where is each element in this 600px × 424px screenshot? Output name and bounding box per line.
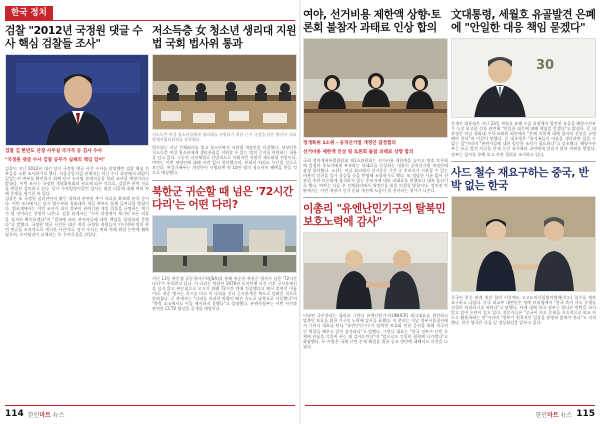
page-number-right: 115 [576, 409, 595, 419]
photo-pm-meeting [303, 232, 448, 310]
footer-rule-left [5, 405, 295, 406]
photo-committee-meeting [152, 54, 297, 130]
photo-election-committee [303, 38, 448, 138]
committee-meeting-illustration [153, 55, 297, 130]
footer-left [5, 408, 65, 420]
magazine-name-right: 한인마트 뉴스 [535, 411, 573, 419]
section-tag: 한국 정치 [5, 6, 53, 20]
headline-sanitary-bill: 저소득층 女 청소년 생리대 지원 법 국회 법사위 통과 [152, 24, 297, 50]
headline-72hour-bridge: 북한군 귀순할 때 넘은 '72시간 다리'는 어떤 다리? [152, 184, 293, 211]
prosecutor-portrait-illustration [6, 55, 149, 146]
president-illustration [452, 39, 596, 118]
subheading-election-law-2: 선거비용 제한액 인상 및 토론회 불참 과태료 상향 합의 [303, 149, 414, 155]
article-divider [303, 197, 448, 198]
body-prosecution-2: 검찰은 또 국정원 심리전단의 활동 내역과 관련된 추가 자료를 확보해 분석 중이다. 이번 조사에서는 당시 법무부와 청와대의 개입 여부도 함께 들여다볼 방침이다. 법조계에서는 이번 조사가 과거 정부의 권력기관 개입 의혹을 규명하는 계기가 될 것이라는 전망이 나온다. 검찰 관계자는 "수사 과정에서 제기된 모든 의혹을 철저히 확인하겠다"며 "결과에 따라 관련자들에 대한 책임을 엄정하게 묻겠다"고 말했다. 국정원 댓글 사건은 대선 직전 국정원 직원들이 인터넷에 정치 관련 댓글을 조직적으로 게시한 사건이다. 당시 수사는 여러 차례 외압 논란에 휩싸였으며, 수사팀장이 교체되는 등 우여곡절을 겪었다. [5, 196, 149, 237]
subheading-prosecution-2: "국정원 댓글 수사 검찰 공무가 실패의 책임 있어" [5, 157, 106, 163]
body-pm-unhcr: 이낙연 국무총리는 필리포 그란디 유엔난민기구(UNHCR) 최고대표를 접견하고 탈북민 보호를 위한 기구의 노력에 감사를 표했다. 이 총리는 이날 정부서울청사에서 그란디 대표를 만나 "유엔난민기구가 탈북민 보호와 인권 증진을 위해 적극적인 역할을 해주고 있어 감사하다"고 말했다. 그란디 대표는 "한국 정부가 난민 문제에 관심을 기울여 주는 데 감사드린다"며 "앞으로도 긴밀히 협력해 나가겠다"고 화답했다. 두 사람은 국제 난민 문제 해결을 위한 공조 방안에 대해서도 의견을 나눴다. [303, 313, 448, 349]
subheading-election-law: 정개특위 1소위 - 공직선거법 개정안 잠정합의 [303, 141, 396, 146]
photo-foreign-ministers [451, 196, 596, 292]
body-72hour-bridge: 지난 13일 판문점 공동경비구역(JSA)을 통해 귀순한 북한군 병사가 넘은 '72시간 다리'가 주목받고 있다. 이 다리는 북한이 1976년 도끼만행 사건 이후 군사분계선을 넘지 않고 판문점으로 오가기 위해 72시간 만에 건설했다고 해서 붙여진 이름이다. 귀순 병사는 지프를 타고 이 다리를 건너 군사분계선 쪽으로 달려온 것으로 알려졌다. 군 관계자는 "다리를 통과한 차량이 빠른 속도로 남쪽으로 이동했다"며 "북측 초소에서도 이를 제지하지 못했다"고 설명했다. 유엔사령부는 이번 사건과 관련한 CCTV 영상을 공개할 예정이다. [152, 275, 297, 312]
panmunjom-illustration [153, 216, 297, 273]
caption-sanitary-bill: 저소득층 여성 청소년들에게 생리대를 지원하기 위한 근거 규정을 담은 법안이 국회 법제사법위원회를 통과했다. [152, 132, 297, 142]
article-election-law [303, 8, 448, 404]
subheading-prosecution: 검찰 김 한반도 산장 사무실 국가직 등 검사 수사 [5, 149, 103, 154]
body-election-law: 국회 정치개혁특별위원회 제1소위원회는 선거비용 제한액을 높이고 방송 토론회에 불참한 후보자에게 부과하는 과태료를 인상하는 내용의 공직선거법 개정안에 잠정 합의했다. 소위는 이날 회의에서 선거운동 기간 중 후보자가 사용할 수 있는 비용의 상한을 물가 상승률 등을 반영해 조정하기로 했다. 또 정당한 사유 없이 선관위 주관 토론회에 참석하지 않는 후보자에 대한 과태료를 현행보다 대폭 올리기로 했다. 여야는 다음 주 전체회의에서 개정안을 최종 의결할 방침이다. 정치권 안팎에서는 이번 개정이 선거 문화 개선에 도움이 될 것이라는 평가가 나온다. [303, 157, 448, 194]
body-sewol: 문재인 대통령은 지난 23일 세월호 유해 수습 과정에서 발견된 유골을 해양수산부가 늑장 보고한 것과 관련해 "안일한 대응에 대해 책임을 묻겠다"고 밝혔다. 문 대통령은 이날 청와대 수석·보좌관 회의에서 "은폐 의혹에 대해 철저히 진상을 규명해야 한다"며 이같이 말했다. 문 대통령은 "유가족들의 아픔을 생각하면 있을 수 없는 일"이라며 "관련자들에 대한 엄중한 조치가 필요하다"고 강조했다. 해양수산부는 유골 발견 사실을 닷새 동안 유가족과 국민에게 알리지 않아 비판을 받았다. 정부는 감사를 통해 보고 지연 경위를 조사하고 있다. [451, 121, 596, 157]
headline-pm-unhcr: 이총리 "유엔난민기구의 탈북민 보호노력에 감사" [303, 202, 446, 229]
headline-election-law: 여야, 선거비용 제한액 상향·토론회 불참자 과태료 인상 합의 [303, 8, 441, 34]
article-divider [451, 161, 596, 162]
photo-panmunjom [152, 215, 297, 273]
foreign-ministers-illustration [452, 197, 596, 292]
footer-rule-right [305, 405, 595, 406]
photo-president [451, 38, 596, 118]
article-prosecution [5, 24, 149, 404]
article-divider [152, 180, 297, 181]
election-committee-illustration [304, 39, 448, 138]
page-gutter [299, 0, 301, 424]
photo-prosecutor-portrait [5, 54, 149, 146]
body-thaad: 중국이 한중 관계 개선 합의 이후에도 고고도미사일방어체계(사드) 철수를 재차 요구하고 나섰다. 중국 외교부 대변인은 정례 브리핑에서 "한국 측이 사드 문제를 적절히 처리하기를 바란다"고 말했다. 이에 대해 한국 정부는 별다른 반박을 하지 않고 있어 논란이 일고 있다. 전문가들은 "중국이 사드 문제를 지속적으로 외교 카드로 활용하려는 것"이라며 "정부가 원칙적인 입장을 분명히 밝혀야 한다"고 지적했다. 한중 양국은 다음 달 정상회담을 앞두고 있다. [451, 294, 596, 326]
body-sanitary-bill: 법사위는 이날 전체회의를 열고 청소년복지 지원법 개정안을 의결했다. 개정안은 저소득층 여성 청소년에게 생리용품을 지원할 수 있는 법적 근거를 마련하는 내용을 담고 있다. 그동안 지자체별로 산발적으로 이뤄지던 지원이 제도화될 전망이다. 여야는 이번 개정안에 대해 이견 없이 합의했으며, 본회의 처리도 무난할 것으로 보인다. 여성가족부는 개정안이 시행되면 약 10만 명의 청소년이 혜택을 받을 것으로 예상했다. [152, 145, 297, 176]
page-number-left: 114 [5, 409, 24, 419]
section-rule [5, 20, 295, 21]
footer-right [536, 408, 596, 420]
headline-thaad: 사드 철수 재요구하는 중국, 반박 없는 한국 [451, 165, 589, 192]
pm-meeting-illustration [304, 233, 448, 310]
magazine-name-left: 한인마트 뉴스 [27, 411, 65, 419]
article-sanitary-bill [152, 24, 297, 404]
headline-sewol: 文대통령, 세월호 유골발견 은폐에 "안일한 대응 책임 묻겠다" [451, 8, 596, 34]
article-sewol [451, 8, 596, 404]
headline-prosecution: 검찰 "2012년 국정원 댓글 수사 핵심 검찰들 조사" [5, 24, 143, 50]
body-prosecution-1: 검찰이 지난 2012년 대선 당시 국정원 댓글 사건 수사를 담당했던 검찰 핵심 간부들을 소환 조사하기로 했다. 서울중앙지검 관계자는 지난 수사 과정에서 외압이 있었는지 여부를 확인하기 위해 당시 수사팀 관계자들을 불러 조사할 예정이라고 밝혔다. 이번 조사는 국정원 개혁위원회의 권고에 따른 것으로, 검찰은 관련 자료를 면밀히 검토하고 있다. 당시 수사팀장이었던 검사는 외압 의혹에 대해 여러 차례 문제를 제기한 바 있다. [5, 165, 149, 197]
svg-text:30: 30 [536, 58, 555, 73]
